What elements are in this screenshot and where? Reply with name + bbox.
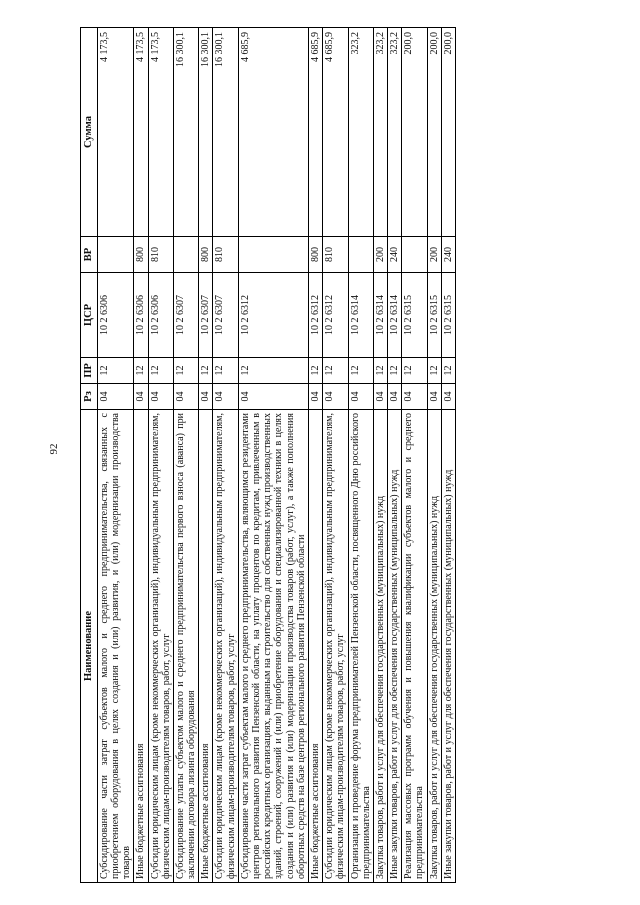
cell-name: Закупка товаров, работ и услуг для обеспечения государственных (муниципальных) нужд	[373, 410, 387, 883]
cell-csr: 10 2 6307	[199, 273, 213, 358]
cell-name: Субсидирование части затрат субъектов малого и среднего предпринимательства, связанных с приобретением оборудования в целях создания и (или) развития, и (или) модернизации производства товаров	[97, 410, 134, 883]
cell-sum: 323,2	[388, 28, 402, 237]
cell-sum: 4 173,5	[148, 28, 173, 237]
cell-name: Субсидирование части затрат субъектам малого и среднего предпринимательства, являющимся резидентами центров регионального развития Пензенской области, на уплату процентов по кредитам, привлеченным в российских кредитных организациях, выданным на строительство для собственных нужд производственных зданий, строений, сооружений и (или) приобретение оборудования и специализированной техники в целях создания и (или) развития и (или) модернизации производства товаров (работ, услуг), а также пополнения оборотных средств на базе центров регионального развития Пензенской области	[238, 410, 308, 883]
cell-name: Субсидирование уплаты субъектом малого и среднего предпринимательства первого взноса (аванса) при заключении договора лизинга оборудования	[173, 410, 198, 883]
cell-vr: 800	[199, 237, 213, 273]
cell-csr: 10 2 6315	[427, 273, 441, 358]
cell-sum: 200,0	[427, 28, 441, 237]
cell-rz: 04	[427, 384, 441, 410]
table-row	[388, 28, 402, 883]
table-row	[134, 28, 148, 883]
cell-csr: 10 2 6312	[323, 273, 348, 358]
cell-vr	[97, 237, 134, 273]
cell-csr: 10 2 6312	[308, 273, 322, 358]
cell-name: Субсидии юридическим лицам (кроме некоммерческих организаций), индивидуальным предпринимателям, физическим лицам-производителям товаров, работ, услуг	[213, 410, 238, 883]
cell-name: Иные закупки товаров, работ и услуг для обеспечения государственных (муниципальных) нужд	[441, 410, 455, 883]
cell-pr: 12	[388, 358, 402, 384]
cell-vr: 800	[308, 237, 322, 273]
cell-vr: 240	[441, 237, 455, 273]
cell-vr: 200	[427, 237, 441, 273]
header-rz: Рз	[81, 384, 98, 410]
table-row	[97, 28, 134, 883]
table-row	[238, 28, 308, 883]
cell-rz: 04	[173, 384, 198, 410]
cell-csr: 10 2 6306	[97, 273, 134, 358]
cell-rz: 04	[148, 384, 173, 410]
cell-pr: 12	[173, 358, 198, 384]
cell-name: Иные бюджетные ассигнования	[134, 410, 148, 883]
cell-sum: 16 300,1	[199, 28, 213, 237]
cell-name: Иные бюджетные ассигнования	[308, 410, 322, 883]
cell-rz: 04	[308, 384, 322, 410]
header-pr: ПР	[81, 358, 98, 384]
cell-vr	[402, 237, 427, 273]
cell-pr: 12	[97, 358, 134, 384]
cell-vr: 810	[213, 237, 238, 273]
cell-pr: 12	[199, 358, 213, 384]
cell-pr: 12	[134, 358, 148, 384]
cell-name: Субсидии юридическим лицам (кроме некоммерческих организаций), индивидуальным предпринимателям, физическим лицам-производителям товаров, работ, услуг	[323, 410, 348, 883]
header-vr: ВР	[81, 237, 98, 273]
cell-rz: 04	[238, 384, 308, 410]
cell-rz: 04	[388, 384, 402, 410]
cell-sum: 200,0	[441, 28, 455, 237]
cell-sum: 200,0	[402, 28, 427, 237]
cell-vr: 810	[148, 237, 173, 273]
cell-sum: 16 300,1	[213, 28, 238, 237]
cell-rz: 04	[323, 384, 348, 410]
cell-csr: 10 2 6315	[441, 273, 455, 358]
cell-vr: 240	[388, 237, 402, 273]
cell-vr: 810	[323, 237, 348, 273]
page-number: 92	[48, 443, 60, 455]
cell-csr: 10 2 6315	[402, 273, 427, 358]
cell-sum: 16 300,1	[173, 28, 198, 237]
table-row	[199, 28, 213, 883]
cell-vr	[238, 237, 308, 273]
cell-pr: 12	[148, 358, 173, 384]
cell-name: Иные закупки товаров, работ и услуг для обеспечения государственных (муниципальных) нужд	[388, 410, 402, 883]
header-sum: Сумма	[81, 28, 98, 237]
table-header	[81, 28, 98, 883]
cell-rz: 04	[402, 384, 427, 410]
cell-pr: 12	[427, 358, 441, 384]
cell-vr: 800	[134, 237, 148, 273]
cell-sum: 323,2	[348, 28, 373, 237]
table-row	[323, 28, 348, 883]
cell-csr: 10 2 6314	[388, 273, 402, 358]
cell-name: Реализация массовых программ обучения и повышения квалификации субъектов малого и среднего предпринимательства	[402, 410, 427, 883]
table-row	[173, 28, 198, 883]
table-row	[348, 28, 373, 883]
cell-sum: 4 685,9	[238, 28, 308, 237]
cell-name: Организация и проведение форума предпринимателей Пензенской области, посвященного Дню российского предпринимательства	[348, 410, 373, 883]
cell-csr: 10 2 6306	[148, 273, 173, 358]
cell-rz: 04	[97, 384, 134, 410]
cell-vr	[173, 237, 198, 273]
table-row	[402, 28, 427, 883]
cell-pr: 12	[348, 358, 373, 384]
cell-csr: 10 2 6307	[173, 273, 198, 358]
cell-vr	[348, 237, 373, 273]
cell-pr: 12	[373, 358, 387, 384]
cell-rz: 04	[441, 384, 455, 410]
cell-name: Субсидии юридическим лицам (кроме некоммерческих организаций), индивидуальным предпринимателям, физическим лицам-производителям товаров, работ, услуг	[148, 410, 173, 883]
table-row	[213, 28, 238, 883]
cell-pr: 12	[441, 358, 455, 384]
rotated-page-content	[80, 28, 456, 883]
cell-sum: 323,2	[373, 28, 387, 237]
cell-csr: 10 2 6307	[213, 273, 238, 358]
cell-pr: 12	[238, 358, 308, 384]
table-row	[373, 28, 387, 883]
cell-rz: 04	[373, 384, 387, 410]
cell-rz: 04	[134, 384, 148, 410]
cell-csr: 10 2 6312	[238, 273, 308, 358]
cell-sum: 4 173,5	[97, 28, 134, 237]
cell-sum: 4 173,5	[134, 28, 148, 237]
cell-rz: 04	[348, 384, 373, 410]
cell-pr: 12	[213, 358, 238, 384]
cell-rz: 04	[213, 384, 238, 410]
budget-table	[80, 27, 456, 883]
cell-name: Закупка товаров, работ и услуг для обеспечения государственных (муниципальных) нужд	[427, 410, 441, 883]
table-row	[427, 28, 441, 883]
cell-name: Иные бюджетные ассигнования	[199, 410, 213, 883]
cell-pr: 12	[402, 358, 427, 384]
header-name: Наименование	[81, 410, 98, 883]
table-row	[441, 28, 455, 883]
cell-sum: 4 685,9	[308, 28, 322, 237]
cell-vr: 200	[373, 237, 387, 273]
cell-sum: 4 685,9	[323, 28, 348, 237]
table-row	[148, 28, 173, 883]
cell-rz: 04	[199, 384, 213, 410]
table-body	[97, 28, 455, 883]
header-csr: ЦСР	[81, 273, 98, 358]
table-row	[308, 28, 322, 883]
cell-csr: 10 2 6314	[348, 273, 373, 358]
cell-pr: 12	[323, 358, 348, 384]
cell-pr: 12	[308, 358, 322, 384]
cell-csr: 10 2 6314	[373, 273, 387, 358]
cell-csr: 10 2 6306	[134, 273, 148, 358]
